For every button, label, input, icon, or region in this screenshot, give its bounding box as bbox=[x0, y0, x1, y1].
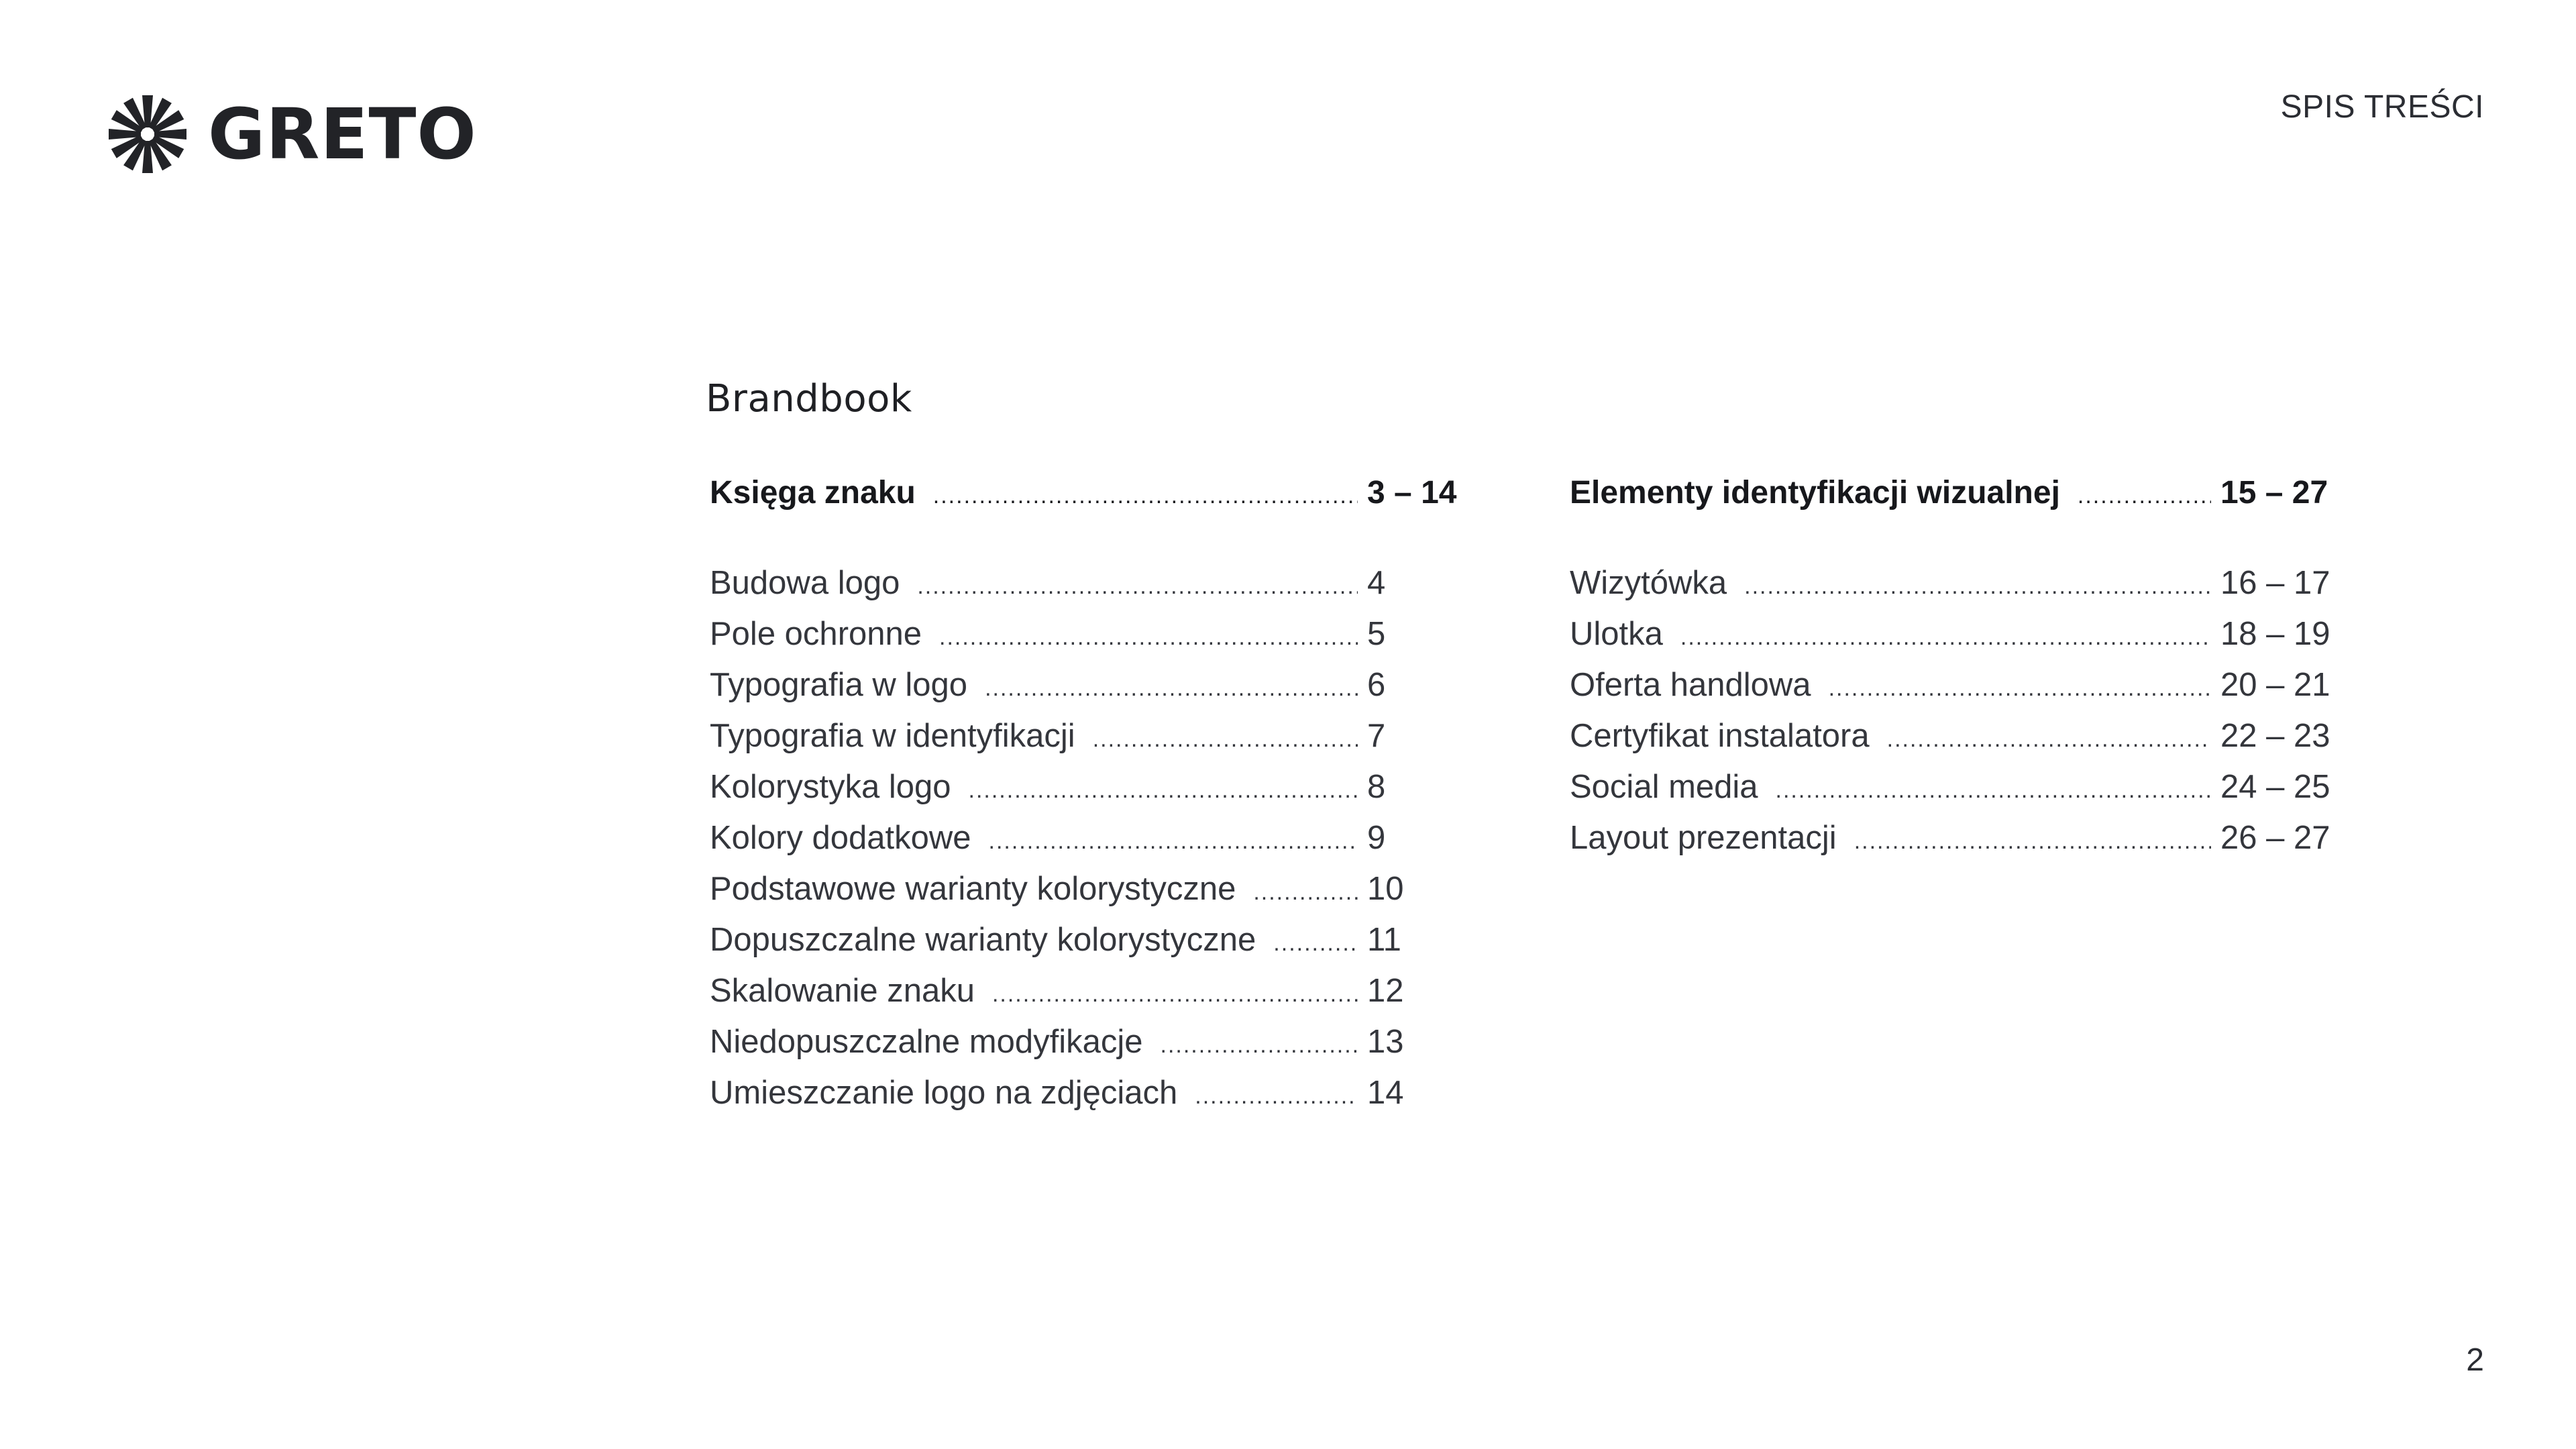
toc-heading-title: Księga znaku bbox=[710, 475, 916, 511]
toc-entry-title: Typografia w logo bbox=[710, 667, 968, 703]
toc-heading-title: Elementy identyfikacji wizualnej bbox=[1570, 475, 2060, 511]
dot-leader bbox=[969, 767, 1358, 814]
dot-leader bbox=[1161, 1022, 1358, 1069]
toc-entry-page: 7 bbox=[1367, 718, 1386, 754]
toc-entry-title: Typografia w identyfikacji bbox=[710, 718, 1075, 754]
dot-leader bbox=[939, 614, 1358, 661]
toc-entry-title: Social media bbox=[1570, 769, 1758, 805]
brand-logo bbox=[107, 94, 477, 174]
toc-list bbox=[1570, 559, 2341, 865]
dot-leader bbox=[989, 818, 1358, 865]
toc-entry[interactable] bbox=[710, 610, 1461, 661]
toc-entry[interactable] bbox=[1570, 559, 2341, 610]
dot-leader bbox=[1680, 614, 2211, 661]
toc-entry-page: 24 – 25 bbox=[2220, 769, 2330, 805]
toc-entry[interactable] bbox=[710, 712, 1461, 763]
toc-entry[interactable] bbox=[710, 916, 1461, 967]
sunburst-logo-icon bbox=[107, 94, 188, 174]
page-number: 2 bbox=[2466, 1342, 2484, 1378]
toc-entry[interactable] bbox=[710, 1069, 1461, 1120]
toc-entry-title: Dopuszczalne warianty kolorystyczne bbox=[710, 922, 1256, 958]
dot-leader bbox=[1093, 716, 1358, 763]
toc-entry-title: Niedopuszczalne modyfikacje bbox=[710, 1024, 1143, 1060]
toc-entry-page: 16 – 17 bbox=[2220, 565, 2330, 601]
section-label: SPIS TREŚCI bbox=[2280, 89, 2484, 125]
toc-entry-title: Wizytówka bbox=[1570, 565, 1727, 601]
dot-leader bbox=[1253, 869, 1358, 916]
dot-leader bbox=[992, 971, 1358, 1018]
toc-section-heading[interactable] bbox=[1570, 470, 2341, 519]
toc-entry-page: 22 – 23 bbox=[2220, 718, 2330, 754]
document-title: Brandbook bbox=[706, 377, 912, 421]
toc-list bbox=[710, 559, 1461, 1120]
toc-entry-title: Umieszczanie logo na zdjęciach bbox=[710, 1075, 1178, 1111]
dot-leader bbox=[1744, 563, 2211, 610]
toc-entry[interactable] bbox=[710, 967, 1461, 1018]
toc-entry[interactable] bbox=[710, 865, 1461, 916]
toc-entry-page: 12 bbox=[1367, 973, 1404, 1009]
dot-leader bbox=[917, 563, 1358, 610]
toc-entry[interactable] bbox=[710, 763, 1461, 814]
toc-entry-title: Kolory dodatkowe bbox=[710, 820, 971, 856]
toc-entry-title: Oferta handlowa bbox=[1570, 667, 1811, 703]
toc-entry-page: 10 bbox=[1367, 871, 1404, 907]
toc-entry-title: Certyfikat instalatora bbox=[1570, 718, 1870, 754]
toc-entry-page: 8 bbox=[1367, 769, 1386, 805]
dot-leader bbox=[933, 472, 1358, 519]
toc-entry-page: 14 bbox=[1367, 1075, 1404, 1111]
dot-leader bbox=[1829, 665, 2211, 712]
dot-leader bbox=[985, 665, 1358, 712]
toc-entry-title: Skalowanie znaku bbox=[710, 973, 975, 1009]
toc-entry-title: Budowa logo bbox=[710, 565, 900, 601]
toc-entry-page: 20 – 21 bbox=[2220, 667, 2330, 703]
toc-entry[interactable] bbox=[1570, 610, 2341, 661]
dot-leader bbox=[1776, 767, 2211, 814]
toc-entry-page: 4 bbox=[1367, 565, 1386, 601]
toc-heading-pages: 3 – 14 bbox=[1367, 475, 1457, 511]
brand-wordmark: GRETO bbox=[208, 93, 477, 175]
toc-entry-page: 11 bbox=[1367, 922, 1401, 958]
toc-entry-page: 18 – 19 bbox=[2220, 616, 2330, 652]
toc-entry-page: 9 bbox=[1367, 820, 1386, 856]
toc-column-left bbox=[710, 470, 1461, 1120]
toc-entry-page: 6 bbox=[1367, 667, 1386, 703]
dot-leader bbox=[1273, 920, 1358, 967]
toc-entry-page: 26 – 27 bbox=[2220, 820, 2330, 856]
toc-entry[interactable] bbox=[1570, 814, 2341, 865]
toc-entry[interactable] bbox=[1570, 661, 2341, 712]
dot-leader bbox=[1195, 1073, 1358, 1120]
toc-entry[interactable] bbox=[710, 814, 1461, 865]
toc-column-right bbox=[1570, 470, 2341, 865]
toc-heading-pages: 15 – 27 bbox=[2220, 475, 2328, 511]
toc-entry[interactable] bbox=[1570, 763, 2341, 814]
toc-entry-title: Ulotka bbox=[1570, 616, 1663, 652]
dot-leader bbox=[1887, 716, 2211, 763]
toc-entry[interactable] bbox=[710, 1018, 1461, 1069]
toc-entry-page: 5 bbox=[1367, 616, 1386, 652]
toc-entry[interactable] bbox=[710, 559, 1461, 610]
toc-entry[interactable] bbox=[710, 661, 1461, 712]
toc-entry-title: Kolorystyka logo bbox=[710, 769, 951, 805]
dot-leader bbox=[1854, 818, 2211, 865]
toc-section-heading[interactable] bbox=[710, 470, 1461, 519]
toc-entry-page: 13 bbox=[1367, 1024, 1404, 1060]
toc-entry-title: Pole ochronne bbox=[710, 616, 922, 652]
toc-entry-title: Layout prezentacji bbox=[1570, 820, 1837, 856]
dot-leader bbox=[2078, 472, 2211, 519]
toc-entry-title: Podstawowe warianty kolorystyczne bbox=[710, 871, 1236, 907]
toc-entry[interactable] bbox=[1570, 712, 2341, 763]
